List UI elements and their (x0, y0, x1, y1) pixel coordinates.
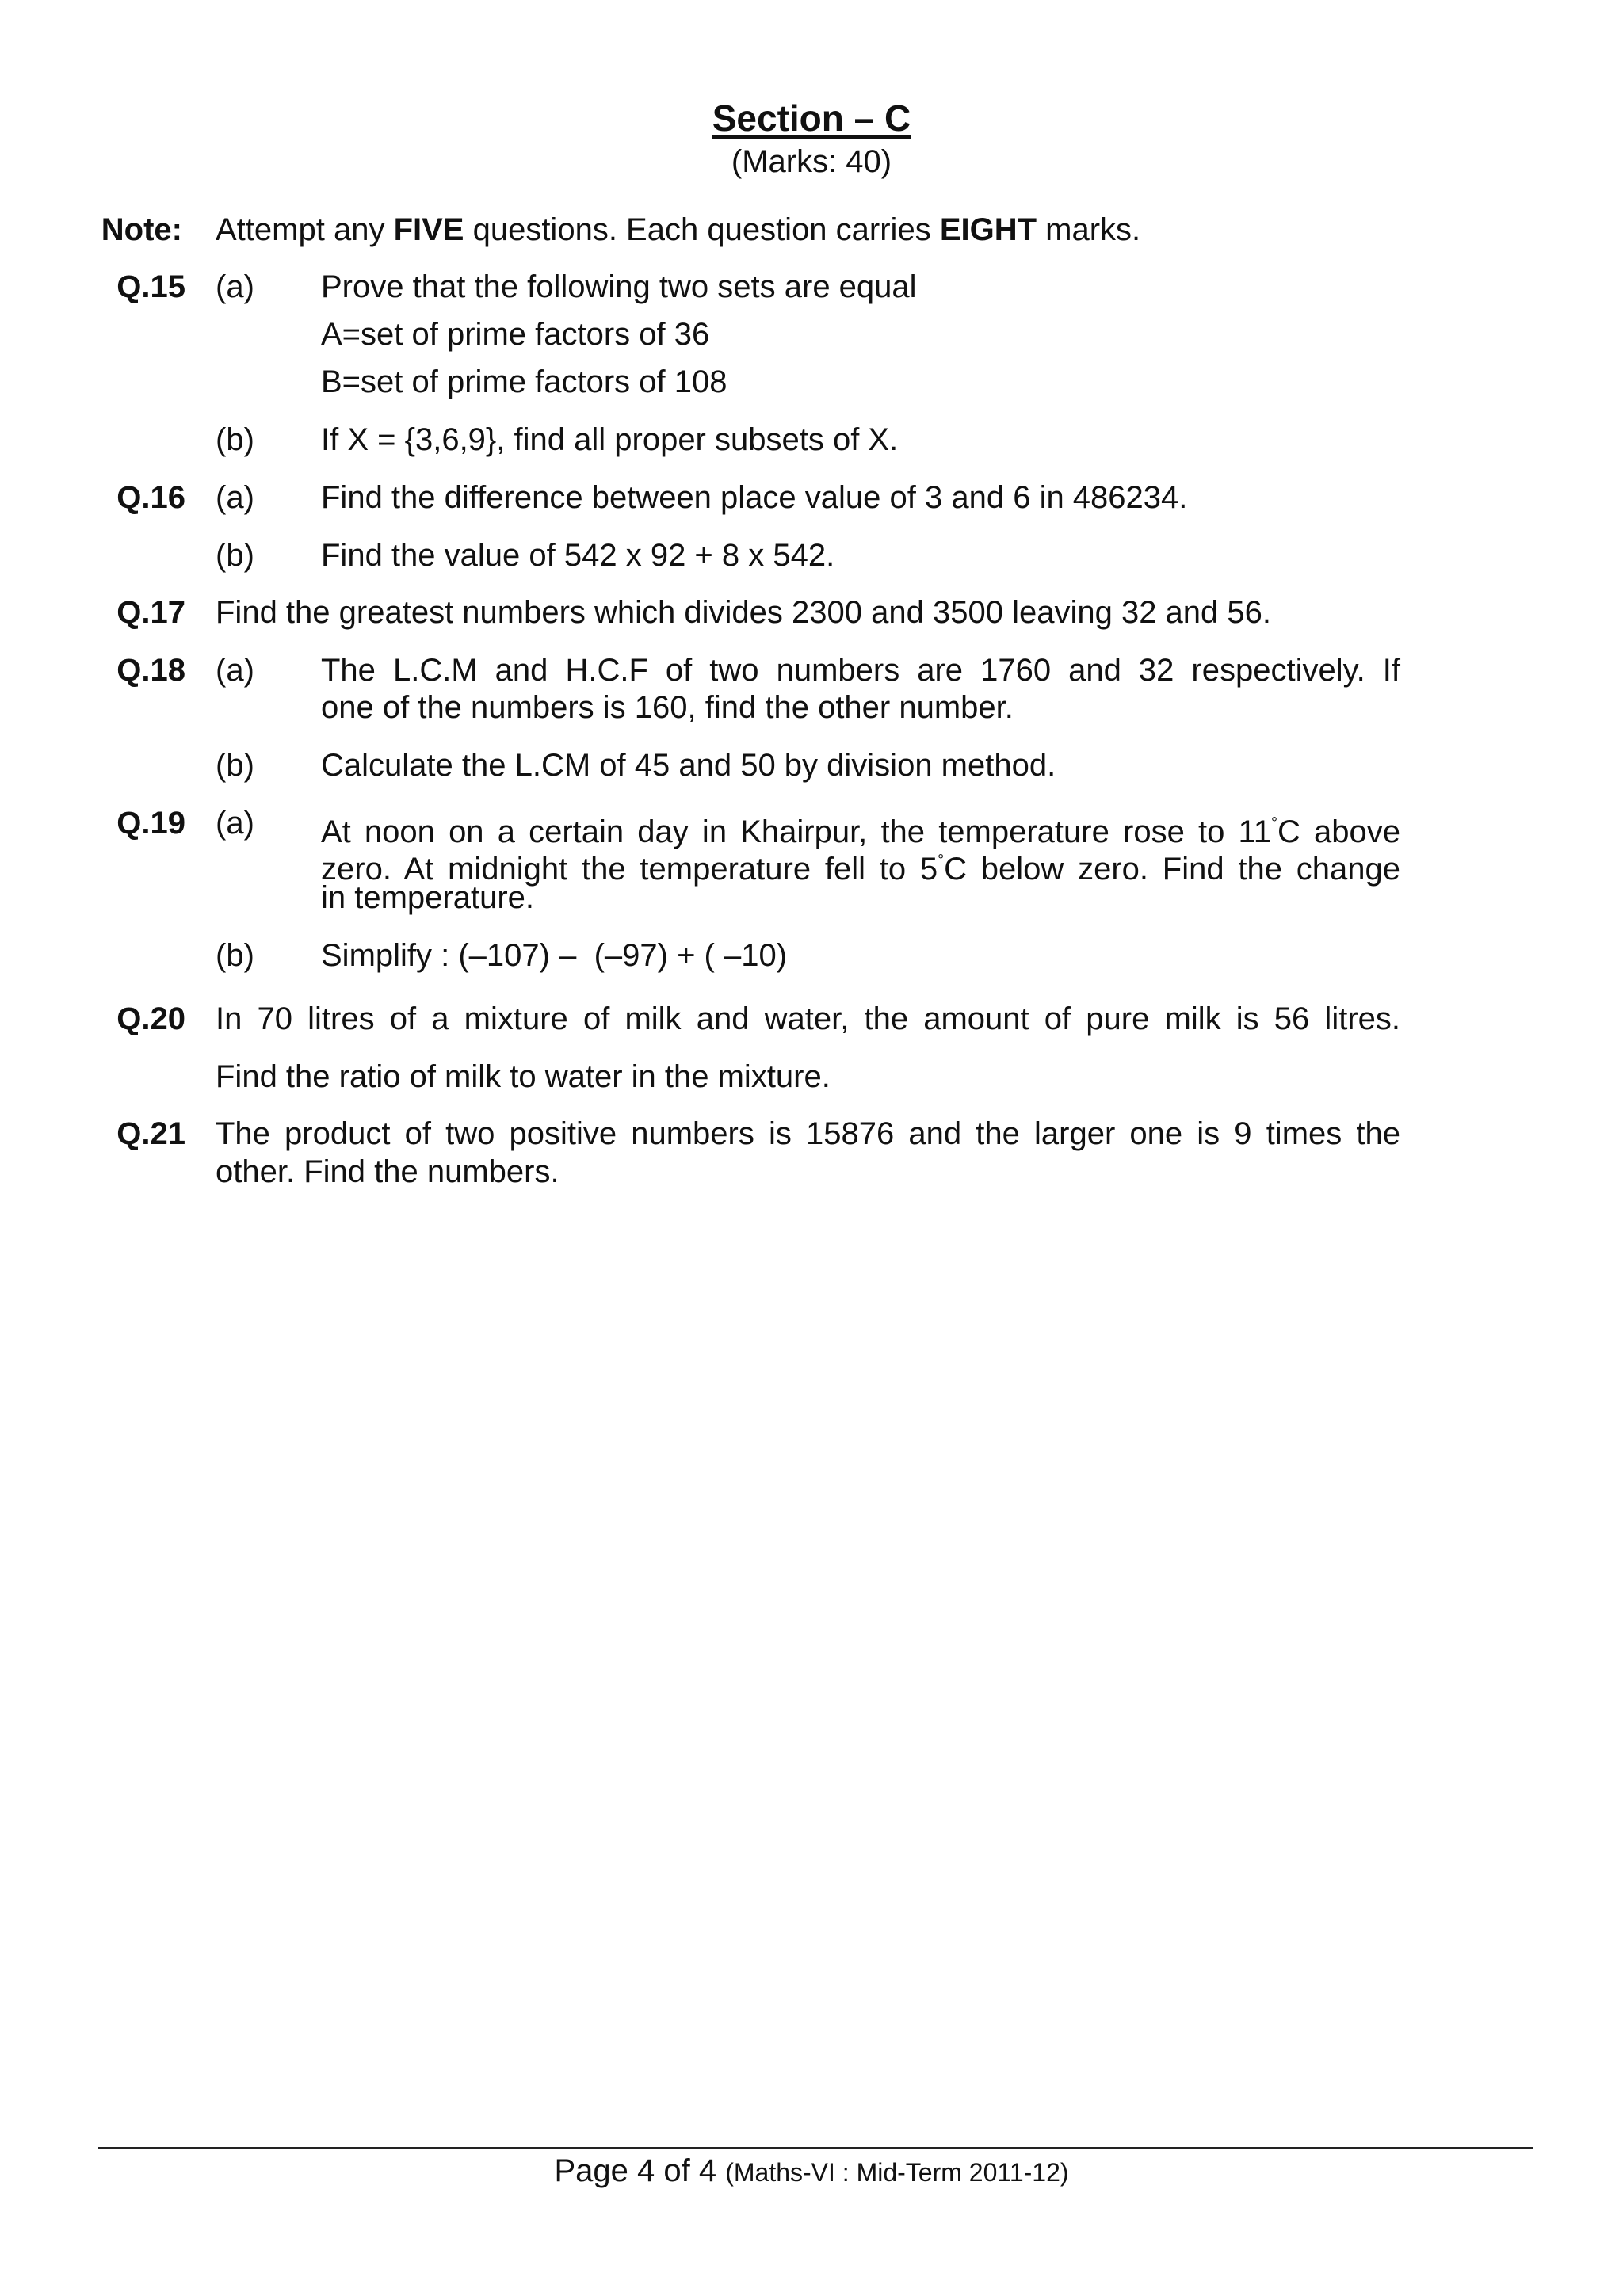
q18-a-line1: The L.C.M and H.C.F of two numbers are 1760 and 32 respectively. If (321, 653, 1400, 688)
q20-label: Q.20 (116, 1001, 185, 1036)
q15-a-line2: A=set of prime factors of 36 (321, 317, 710, 352)
q17-text: Find the greatest numbers which divides 2300 and 3500 leaving 32 and 56. (216, 595, 1272, 630)
q19-label: Q.19 (116, 806, 185, 841)
q16-a-text: Find the difference between place value of 3 and 6 in 486234. (321, 480, 1188, 515)
q16-label: Q.16 (116, 480, 185, 515)
q19-a-line2: zero. At midnight the temperature fell to 5°C below zero. Find the change (321, 852, 1400, 887)
section-marks: (Marks: 40) (731, 144, 892, 179)
q15-a-line3: B=set of prime factors of 108 (321, 364, 727, 399)
q21-line1: The product of two positive numbers is 15876 and the larger one is 9 times the (216, 1116, 1400, 1151)
note-text: Attempt any FIVE questions. Each question carries EIGHT marks. (216, 212, 1141, 247)
q15-label: Q.15 (116, 269, 185, 304)
q19-a-label: (a) (216, 806, 254, 841)
note-label: Note: (101, 212, 182, 247)
q19-b-text: Simplify : (–107) – (–97) + ( –10) (321, 938, 788, 973)
q20-line2: Find the ratio of milk to water in the mixture. (216, 1059, 831, 1094)
q19-b-label: (b) (216, 938, 254, 973)
page-number: Page 4 of 4 (554, 2153, 717, 2188)
q19-a-line1: At noon on a certain day in Khairpur, the temperature rose to 11°C above (321, 814, 1400, 849)
q21-line2: other. Find the numbers. (216, 1154, 559, 1189)
q15-a-line1: Prove that the following two sets are equal (321, 269, 917, 304)
degree-mark: ° (938, 852, 945, 869)
q15-b-label: (b) (216, 422, 254, 457)
q17-label: Q.17 (116, 595, 185, 630)
q18-b-text: Calculate the L.CM of 45 and 50 by division method. (321, 748, 1056, 783)
q16-b-label: (b) (216, 538, 254, 573)
q16-a-label: (a) (216, 480, 254, 515)
footer-divider (98, 2147, 1533, 2149)
q19-a-line3: in temperature. (321, 880, 535, 915)
course-label: (Maths-VI : Mid-Term 2011-12) (725, 2158, 1069, 2187)
q15-b-text: If X = {3,6,9}, find all proper subsets of X. (321, 422, 899, 457)
section-title: Section – C (712, 97, 911, 139)
q18-b-label: (b) (216, 748, 254, 783)
q18-a-line2: one of the numbers is 160, find the other number. (321, 690, 1014, 725)
q21-label: Q.21 (116, 1116, 185, 1151)
q20-line1: In 70 litres of a mixture of milk and water, the amount of pure milk is 56 litres. (216, 1001, 1400, 1036)
q15-a-label: (a) (216, 269, 254, 304)
q18-label: Q.18 (116, 653, 185, 688)
q16-b-text: Find the value of 542 x 92 + 8 x 542. (321, 538, 835, 573)
q18-a-label: (a) (216, 653, 254, 688)
degree-mark: ° (1270, 814, 1277, 832)
page-footer (0, 2153, 1623, 2189)
